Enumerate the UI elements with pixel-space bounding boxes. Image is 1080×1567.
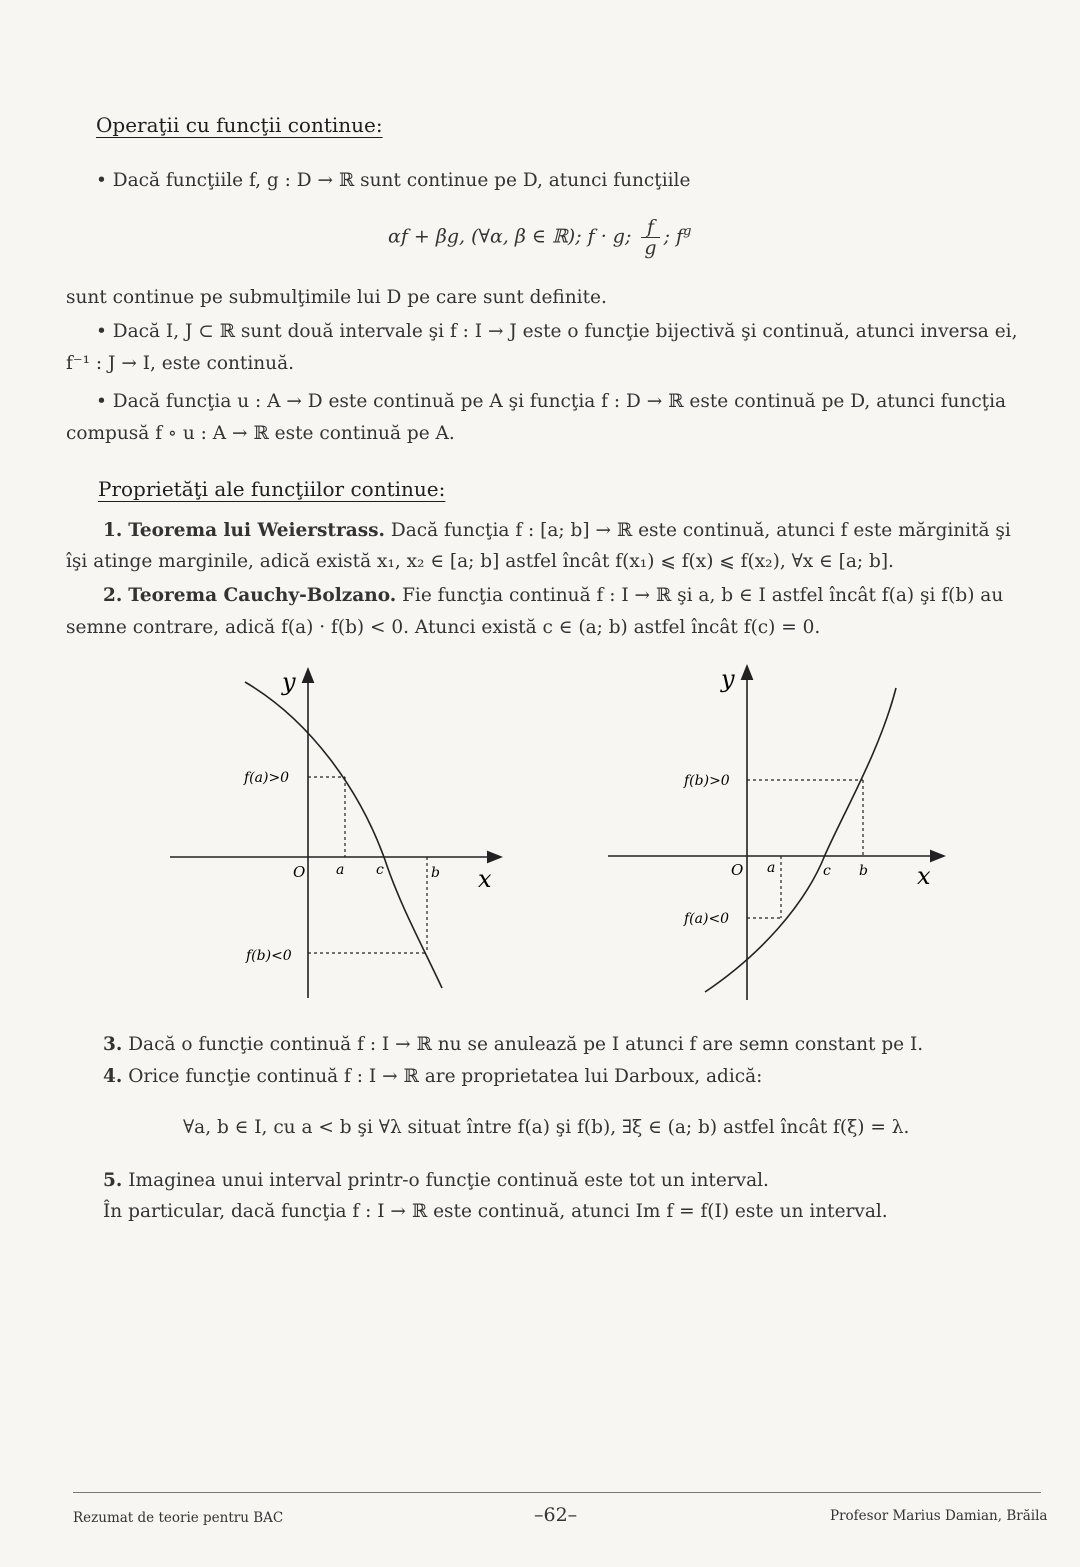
point-b-label: b: [859, 863, 868, 879]
point-c-label: c: [823, 863, 831, 879]
operations-bullet-1: • Dacă funcţiile f, g : D → ℝ sunt continue pe D, atunci funcţiile: [96, 170, 691, 191]
fb-label: f(b)>0: [684, 773, 730, 789]
footer-left: Rezumat de teorie pentru BAC: [73, 1510, 284, 1526]
property-3-number: 3.: [103, 1034, 123, 1055]
footer-right: Profesor Marius Damian, Brăila: [830, 1508, 1048, 1524]
property-4: [103, 1065, 762, 1089]
formula-part-1: αf + βg, (∀α, β ∈ ℝ); f · g;: [388, 225, 632, 248]
origin-label: O: [293, 863, 306, 881]
property-1-number: 1.: [103, 520, 123, 541]
property-1: [103, 519, 1011, 543]
point-a-label: a: [767, 860, 776, 876]
property-1-text: Dacă funcţia f : [a; b] → ℝ este continuă, atunci f este mărginită şi: [390, 520, 1011, 541]
fa-label: f(a)>0: [244, 770, 290, 786]
footer-page-number: –62–: [534, 1504, 578, 1526]
property-1-title: Teorema lui Weierstrass.: [128, 520, 385, 541]
property-4-number: 4.: [103, 1066, 123, 1087]
y-axis-label: y: [282, 668, 296, 696]
origin-label: O: [731, 861, 744, 879]
graph-decreasing-function: [160, 660, 520, 1005]
x-axis-label: x: [478, 865, 492, 893]
property-2-text: Fie funcţia continuă f : I → ℝ şi a, b ∈ I astfel încât f(a) şi f(b) au: [402, 585, 1004, 606]
operations-bullet-2: • Dacă I, J ⊂ ℝ sunt două intervale şi f : I → J este o funcţie bijectivă şi continuă, atunci inversa ei,: [96, 321, 1018, 342]
section-heading-properties: Proprietăţi ale funcţiilor continue:: [98, 477, 446, 501]
operations-bullet-1-continued: sunt continue pe submulţimile lui D pe care sunt definite.: [66, 287, 607, 308]
property-3-text: Dacă o funcţie continuă f : I → ℝ nu se anulează pe I atunci f are semn constant pe I.: [128, 1034, 924, 1055]
function-curve: [705, 688, 896, 992]
point-c-label: c: [376, 862, 384, 878]
section-heading-operations: Operaţii cu funcţii continue:: [96, 113, 383, 137]
function-curve: [245, 682, 442, 988]
point-b-label: b: [431, 865, 440, 881]
property-5-text: Imaginea unui interval printr-o funcţie continuă este tot un interval.: [128, 1170, 769, 1191]
operations-bullet-3-continued: compusă f ∘ u : A → ℝ este continuă pe A.: [66, 423, 455, 444]
formula-exponent: g: [683, 224, 692, 240]
property-5-continued: În particular, dacă funcţia f : I → ℝ este continuă, atunci Im f = f(I) este un interval.: [103, 1201, 888, 1222]
property-2: [103, 584, 1003, 608]
property-1-continued: îşi atinge marginile, adică există x₁, x₂ ∈ [a; b] astfel încât f(x₁) ⩽ f(x) ⩽ f(x₂), ∀x ∈ [a; b].: [66, 551, 894, 572]
formula-fraction: [641, 217, 659, 258]
footer-divider: [73, 1492, 1041, 1493]
property-2-title: Teorema Cauchy-Bolzano.: [128, 585, 397, 606]
graph-increasing-function: [600, 660, 960, 1005]
fa-label: f(a)<0: [684, 911, 730, 927]
operations-bullet-3: • Dacă funcţia u : A → D este continuă pe A şi funcţia f : D → ℝ este continuă pe D, atunci funcţia: [96, 391, 1007, 412]
property-2-continued: semne contrare, adică f(a) · f(b) < 0. Atunci există c ∈ (a; b) astfel încât f(c) = 0.: [66, 617, 821, 638]
property-4-formula: ∀a, b ∈ I, cu a < b şi ∀λ situat între f(a) şi f(b), ∃ξ ∈ (a; b) astfel încât f(ξ) = λ.: [183, 1117, 910, 1138]
y-axis-label: y: [721, 665, 735, 693]
property-5: [103, 1169, 769, 1193]
formula-part-2: ; f: [663, 225, 684, 248]
property-2-number: 2.: [103, 585, 123, 606]
fraction-numerator: f: [641, 217, 659, 238]
property-5-number: 5.: [103, 1170, 123, 1191]
operations-bullet-2-continued: f⁻¹ : J → I, este continuă.: [66, 353, 294, 374]
property-4-text: Orice funcţie continuă f : I → ℝ are proprietatea lui Darboux, adică:: [128, 1066, 763, 1087]
operations-formula: [388, 217, 691, 258]
fb-label: f(b)<0: [246, 948, 292, 964]
point-a-label: a: [336, 862, 345, 878]
fraction-denominator: g: [644, 237, 657, 259]
x-axis-label: x: [917, 862, 931, 890]
property-3: [103, 1033, 923, 1057]
